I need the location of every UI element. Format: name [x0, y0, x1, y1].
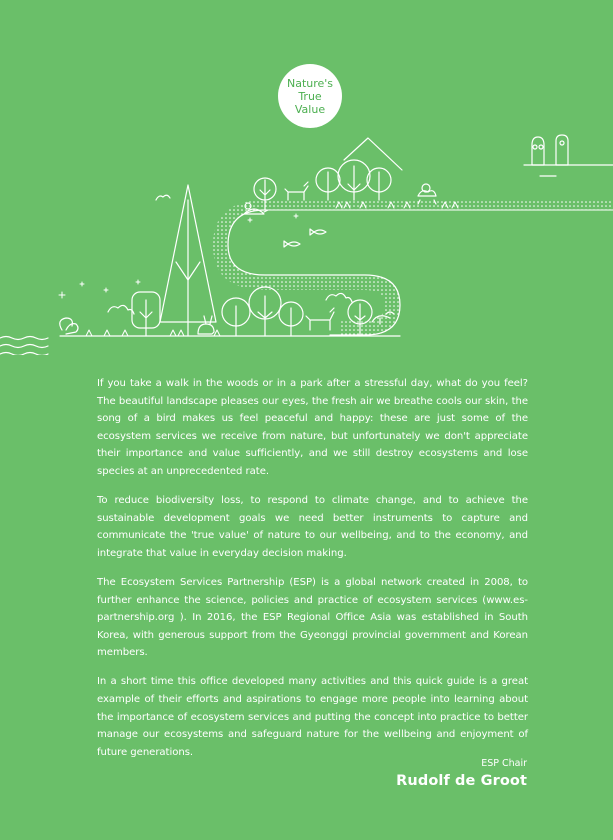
dotted-path: [213, 200, 613, 335]
square-tree-icon: [132, 292, 160, 336]
small-pines-icon: [86, 202, 458, 336]
signature-name: Rudolf de Groot: [396, 773, 527, 789]
rabbit-icon: [198, 316, 214, 334]
tall-tree-icon: [160, 185, 216, 336]
badge-line-2: True: [298, 89, 322, 103]
body-text: [97, 375, 528, 773]
badge-line-1: Nature's: [286, 76, 334, 90]
title-badge: [278, 64, 342, 128]
mountain-icon: [344, 138, 402, 170]
badge-line-3: Value: [294, 102, 326, 116]
path-edge-curve: [228, 210, 400, 335]
deer-icon: [306, 308, 334, 330]
paragraph-3: The Ecosystem Services Partnership (ESP) is a global network created in 2008, to further enhance the science, policies and practice of ecosystem services (www.es-partnership.org ). In 2016, the ESP Regional Office Asia was established in South Korea, with generous support from the Gyeonggi provincial government and Korean members.: [97, 576, 528, 659]
water-waves-icon: [0, 337, 48, 356]
fish-icon: [284, 229, 326, 247]
owls-icon: [524, 135, 613, 176]
landscape-illustration: [0, 130, 613, 355]
paragraph-1: If you take a walk in the woods or in a park after a stressful day, what do you feel? The beautiful landscape pleases our eyes, the fresh air we breathe cools our skin, the song of a bird makes us feel peaceful and happy: these are just some of the ecosystem services we receive from nature, but unfortunately we don't appreciate their importance and value sufficiently, and we still destroy ecosystems and lose species at an unprecedented rate.: [97, 378, 528, 477]
squirrel-icon: [60, 318, 78, 334]
signature-role: ESP Chair: [481, 758, 527, 769]
paragraph-4: In a short time this office developed many activities and this quick guide is a great example of their efforts and aspirations to engage more people into learning about the importance of ecosystem services and putting the concept into practice to better manage our ecosystems and safeguard nature for the wellbeing and enjoyment of future generations.: [97, 676, 528, 758]
goat-icon: [285, 182, 308, 200]
paragraph-2: To reduce biodiversity loss, to respond to climate change, and to achieve the sustainable development goals we need better instruments to capture and communicate the 'true value' of nature to our wellbeing, and to the economy, and integrate that value in everyday decision making.: [97, 495, 528, 559]
signature: [396, 757, 527, 791]
